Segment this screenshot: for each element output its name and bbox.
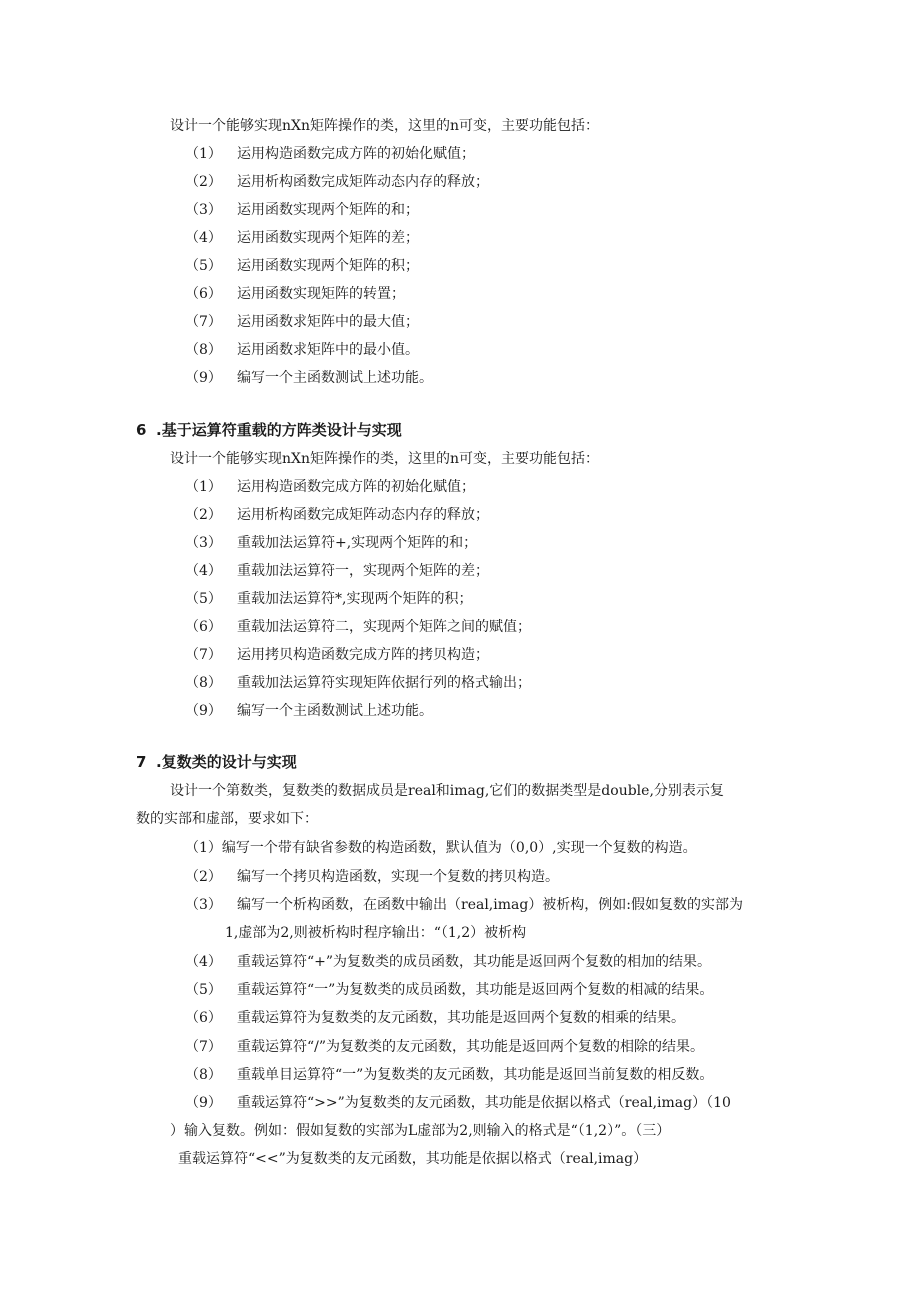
item-number: （8） [185,1066,222,1083]
item-text: 编写一个析构函数，在函数中输出（real,imag）被析构，例如:假如复数的实部为 [237,897,744,913]
item-text: 运用构造函数完成方阵的初始化赋值； [237,479,475,495]
item-text: 编写一个拷贝构造函数，实现一个复数的拷贝构造。 [237,869,559,885]
item-number: （4） [185,954,222,970]
item-text: 编写一个主函数测试上述功能。 [237,703,433,719]
list-item [185,701,433,721]
list-item [185,312,419,332]
list-item [185,533,477,553]
item-text: 重载运算符“>>”为复数类的友元函数，其功能是依据以格式（real,imag）（10 [237,1095,731,1111]
item-number: （1） [185,146,222,162]
item-text: 重载单目运算符“一”为复数类的友元函数，其功能是返回当前复数的相反数。 [237,1066,714,1083]
section7-item-3 [185,895,743,915]
section7-number: 7 [136,753,147,771]
item-text: 重载运算符“一”为复数类的成员函数，其功能是返回两个复数的相减的结果。 [237,982,714,999]
list-item [185,284,405,304]
item-number: （7） [185,314,222,330]
section7-intro-line2: 数的实部和虚部，要求如下： [136,811,318,827]
list-item [185,617,531,637]
section7-item-2 [185,867,559,887]
section7-heading [136,752,297,772]
item-text: 重载加法运算符实现矩阵依据行列的格式输出； [237,675,531,691]
item-number: （2） [185,869,222,885]
item-text: 编写一个主函数测试上述功能。 [237,370,433,386]
list-item [185,172,489,192]
item-text: 重载运算符为复数类的友元函数，其功能是返回两个复数的相乘的结果。 [237,1010,685,1027]
item-number: （9） [185,1095,222,1111]
item-number: （5） [185,258,222,274]
section6-heading [136,420,402,440]
list-item [185,200,419,220]
item-text: 重载加法运算符一，实现两个矩阵的差； [237,563,489,579]
list-item [185,256,419,276]
item-number: （5） [185,982,222,999]
list-item [185,561,489,581]
item-number: （4） [185,230,222,246]
item-number: （3） [185,535,222,551]
item-text: 重载加法运算符二，实现两个矩阵之间的赋值； [237,619,531,635]
list-item [185,340,419,360]
item-text: 运用函数实现矩阵的转置； [237,286,405,302]
list-item [185,505,489,525]
list-item [185,952,711,972]
section7-item-3-continued: 1,虚部为2,则被析构时程序输出：“（1,2）被析构 [225,925,527,941]
item-text: 运用拷贝构造函数完成方阵的拷贝构造； [237,647,489,663]
section6-number: 6 [136,421,147,439]
section5-intro: 设计一个能够实现nXn矩阵操作的类，这里的n可变，主要功能包括： [170,118,600,134]
section6-intro: 设计一个能够实现nXn矩阵操作的类，这里的n可变，主要功能包括： [170,451,600,467]
item-number: （1） [185,479,222,495]
item-number: （9） [185,370,222,386]
item-text: 重载加法运算符*,实现两个矩阵的积； [237,591,473,607]
list-item [185,144,475,164]
item-number: （2） [185,507,222,523]
item-number: （6） [185,286,222,302]
section7-item-9-continued: ）输入复数。例如：假如复数的实部为L虚部为2,则输入的格式是“（1,2）”。（三） [170,1123,671,1139]
list-item [185,589,472,609]
item-text: 运用函数实现两个矩阵的积； [237,258,419,274]
item-text: 运用构造函数完成方阵的初始化赋值； [237,146,475,162]
item-text: 重载运算符“+”为复数类的成员函数，其功能是返回两个复数的相加的结果。 [237,954,712,970]
item-text: 重载运算符“/”为复数类的友元函数，其功能是返回两个复数的相除的结果。 [237,1038,705,1055]
section7-intro-line1: 设计一个第数类，复数类的数据成员是real和imag,它们的数据类型是double,分别表示复 [170,783,724,799]
item-text: 运用函数实现两个矩阵的差； [237,230,419,246]
list-item [185,368,433,388]
item-text: 运用函数求矩阵中的最小值。 [237,342,419,358]
item-number: （7） [185,647,222,663]
item-number: （4） [185,563,222,579]
item-text: 运用析构函数完成矩阵动态内存的释放； [237,174,489,190]
item-number: （3） [185,202,222,218]
section7-last-line: 重载运算符“<<”为复数类的友元函数，其功能是依据以格式（real,imag） [178,1151,648,1167]
item-number: （6） [185,619,222,635]
section6-title: .基于运算符重载的方阵类设计与实现 [156,421,402,439]
item-text: 运用函数实现两个矩阵的和； [237,202,419,218]
section7-item-1: （1）编写一个带有缺省参数的构造函数，默认值为（0,0）,实现一个复数的构造。 [185,840,697,856]
list-item [185,228,419,248]
list-item [185,1093,731,1113]
item-text: 运用函数求矩阵中的最大值； [237,314,419,330]
item-number: （8） [185,342,222,358]
item-text: 运用析构函数完成矩阵动态内存的释放； [237,507,489,523]
item-number: （5） [185,591,222,607]
item-text: 重载加法运算符+,实现两个矩阵的和； [237,535,478,551]
item-number: （3） [185,897,222,913]
list-item [185,1037,704,1057]
section7-title: .复数类的设计与实现 [156,753,297,771]
item-number: （9） [185,703,222,719]
list-item [185,477,475,497]
item-number: （7） [185,1038,222,1055]
item-number: （6） [185,1010,222,1027]
list-item [185,1065,713,1085]
list-item [185,645,489,665]
item-number: （2） [185,174,222,190]
list-item [185,980,713,1000]
list-item [185,1008,685,1028]
item-number: （8） [185,675,222,691]
list-item [185,673,531,693]
